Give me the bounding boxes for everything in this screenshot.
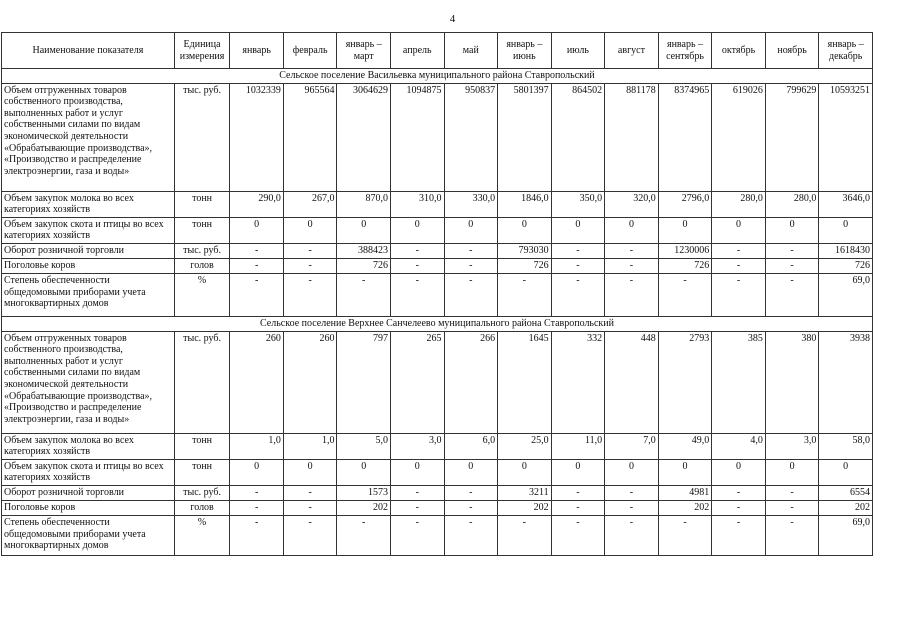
value-cell: 5801397 bbox=[498, 83, 552, 191]
value-cell: - bbox=[390, 273, 444, 316]
value-cell: - bbox=[765, 485, 819, 500]
section-row bbox=[2, 316, 873, 331]
value-cell: - bbox=[230, 273, 284, 316]
value-cell: - bbox=[444, 500, 498, 515]
value-cell: 0 bbox=[390, 459, 444, 485]
value-cell: 726 bbox=[498, 258, 552, 273]
value-cell: 1,0 bbox=[283, 433, 337, 459]
header-row bbox=[2, 33, 873, 69]
value-cell: 0 bbox=[444, 217, 498, 243]
value-cell: - bbox=[283, 485, 337, 500]
value-cell: 3646,0 bbox=[819, 191, 873, 217]
value-cell: - bbox=[390, 500, 444, 515]
value-cell: 1,0 bbox=[230, 433, 284, 459]
value-cell: 726 bbox=[819, 258, 873, 273]
value-cell: - bbox=[283, 515, 337, 555]
table-row bbox=[2, 515, 873, 555]
value-cell: - bbox=[605, 515, 659, 555]
value-cell: 260 bbox=[230, 331, 284, 433]
value-cell: 793030 bbox=[498, 243, 552, 258]
indicator-name: Поголовье коров bbox=[2, 258, 175, 273]
value-cell: 2796,0 bbox=[658, 191, 712, 217]
indicator-name: Объем закупок молока во всех категориях хозяйств bbox=[2, 433, 175, 459]
value-cell: 0 bbox=[498, 459, 552, 485]
value-cell: 0 bbox=[444, 459, 498, 485]
value-cell: - bbox=[712, 485, 766, 500]
value-cell: 25,0 bbox=[498, 433, 552, 459]
table-row bbox=[2, 191, 873, 217]
value-cell: 202 bbox=[337, 500, 391, 515]
table-row bbox=[2, 243, 873, 258]
header-period: май bbox=[444, 33, 498, 69]
value-cell: 6,0 bbox=[444, 433, 498, 459]
value-cell: 726 bbox=[337, 258, 391, 273]
value-cell: 0 bbox=[819, 459, 873, 485]
value-cell: 3,0 bbox=[765, 433, 819, 459]
value-cell: - bbox=[444, 243, 498, 258]
value-cell: 0 bbox=[658, 217, 712, 243]
value-cell: - bbox=[605, 485, 659, 500]
value-cell: 448 bbox=[605, 331, 659, 433]
header-period: август bbox=[605, 33, 659, 69]
value-cell: 1846,0 bbox=[498, 191, 552, 217]
value-cell: - bbox=[444, 273, 498, 316]
indicator-unit: тонн bbox=[174, 433, 230, 459]
value-cell: 385 bbox=[712, 331, 766, 433]
value-cell: 265 bbox=[390, 331, 444, 433]
value-cell: 0 bbox=[337, 459, 391, 485]
value-cell: - bbox=[765, 515, 819, 555]
value-cell: - bbox=[551, 273, 605, 316]
value-cell: 10593251 bbox=[819, 83, 873, 191]
value-cell: 280,0 bbox=[712, 191, 766, 217]
header-period: апрель bbox=[390, 33, 444, 69]
header-period: январь – март bbox=[337, 33, 391, 69]
value-cell: 332 bbox=[551, 331, 605, 433]
value-cell: 965564 bbox=[283, 83, 337, 191]
value-cell: 799629 bbox=[765, 83, 819, 191]
indicator-name: Поголовье коров bbox=[2, 500, 175, 515]
indicator-name: Объем закупок скота и птицы во всех категориях хозяйств bbox=[2, 217, 175, 243]
indicator-name: Степень обеспеченности общедомовыми приборами учета многоквартирных домов bbox=[2, 273, 175, 316]
value-cell: - bbox=[498, 273, 552, 316]
value-cell: - bbox=[390, 243, 444, 258]
value-cell: 58,0 bbox=[819, 433, 873, 459]
table-row bbox=[2, 500, 873, 515]
indicator-unit: тыс. руб. bbox=[174, 243, 230, 258]
value-cell: 0 bbox=[819, 217, 873, 243]
value-cell: - bbox=[444, 258, 498, 273]
value-cell: 202 bbox=[498, 500, 552, 515]
header-period: январь – декабрь bbox=[819, 33, 873, 69]
indicator-unit: голов bbox=[174, 258, 230, 273]
value-cell: - bbox=[230, 500, 284, 515]
value-cell: 5,0 bbox=[337, 433, 391, 459]
table-row bbox=[2, 485, 873, 500]
value-cell: 1645 bbox=[498, 331, 552, 433]
value-cell: - bbox=[283, 273, 337, 316]
value-cell: 0 bbox=[658, 459, 712, 485]
indicators-table bbox=[1, 32, 873, 556]
indicator-unit: тонн bbox=[174, 459, 230, 485]
value-cell: 310,0 bbox=[390, 191, 444, 217]
value-cell: - bbox=[390, 485, 444, 500]
value-cell: 290,0 bbox=[230, 191, 284, 217]
table-row bbox=[2, 273, 873, 316]
value-cell: - bbox=[444, 515, 498, 555]
value-cell: 8374965 bbox=[658, 83, 712, 191]
value-cell: - bbox=[230, 243, 284, 258]
indicator-unit: % bbox=[174, 515, 230, 555]
value-cell: 1618430 bbox=[819, 243, 873, 258]
value-cell: 2793 bbox=[658, 331, 712, 433]
value-cell: 0 bbox=[605, 459, 659, 485]
value-cell: 1094875 bbox=[390, 83, 444, 191]
value-cell: - bbox=[712, 258, 766, 273]
value-cell: 1032339 bbox=[230, 83, 284, 191]
value-cell: - bbox=[283, 500, 337, 515]
section-title: Сельское поселение Верхнее Санчелеево муниципального района Ставропольский bbox=[2, 316, 873, 331]
value-cell: 267,0 bbox=[283, 191, 337, 217]
value-cell: 380 bbox=[765, 331, 819, 433]
value-cell: 6554 bbox=[819, 485, 873, 500]
table-row bbox=[2, 258, 873, 273]
value-cell: 266 bbox=[444, 331, 498, 433]
value-cell: 0 bbox=[605, 217, 659, 243]
value-cell: - bbox=[230, 258, 284, 273]
indicator-name: Объем закупок молока во всех категориях хозяйств bbox=[2, 191, 175, 217]
value-cell: - bbox=[765, 500, 819, 515]
value-cell: 0 bbox=[283, 217, 337, 243]
value-cell: 0 bbox=[390, 217, 444, 243]
value-cell: - bbox=[230, 485, 284, 500]
value-cell: 320,0 bbox=[605, 191, 659, 217]
value-cell: 870,0 bbox=[337, 191, 391, 217]
value-cell: 7,0 bbox=[605, 433, 659, 459]
value-cell: 350,0 bbox=[551, 191, 605, 217]
indicator-unit: тыс. руб. bbox=[174, 83, 230, 191]
value-cell: 69,0 bbox=[819, 273, 873, 316]
table-row bbox=[2, 83, 873, 191]
indicator-name: Объем закупок скота и птицы во всех категориях хозяйств bbox=[2, 459, 175, 485]
value-cell: 0 bbox=[337, 217, 391, 243]
value-cell: 0 bbox=[283, 459, 337, 485]
value-cell: - bbox=[551, 500, 605, 515]
indicator-name: Объем отгруженных товаров собственного производства, выполненных работ и услуг собственными силами по видам экономической деятельности «Обрабатывающие производства», «Производство и распределение электроэнергии, газа и воды» bbox=[2, 83, 175, 191]
value-cell: 260 bbox=[283, 331, 337, 433]
value-cell: 0 bbox=[712, 217, 766, 243]
value-cell: 0 bbox=[498, 217, 552, 243]
value-cell: 864502 bbox=[551, 83, 605, 191]
value-cell: 0 bbox=[551, 217, 605, 243]
value-cell: 3,0 bbox=[390, 433, 444, 459]
value-cell: - bbox=[712, 243, 766, 258]
value-cell: - bbox=[337, 515, 391, 555]
value-cell: 881178 bbox=[605, 83, 659, 191]
value-cell: 3211 bbox=[498, 485, 552, 500]
header-name: Наименование показателя bbox=[2, 33, 175, 69]
table-row bbox=[2, 433, 873, 459]
value-cell: 330,0 bbox=[444, 191, 498, 217]
value-cell: - bbox=[390, 515, 444, 555]
header-period: июль bbox=[551, 33, 605, 69]
value-cell: 4,0 bbox=[712, 433, 766, 459]
value-cell: 1573 bbox=[337, 485, 391, 500]
value-cell: 3064629 bbox=[337, 83, 391, 191]
value-cell: 11,0 bbox=[551, 433, 605, 459]
value-cell: 49,0 bbox=[658, 433, 712, 459]
value-cell: - bbox=[551, 485, 605, 500]
header-period: ноябрь bbox=[765, 33, 819, 69]
value-cell: - bbox=[551, 243, 605, 258]
section-row bbox=[2, 69, 873, 84]
indicator-unit: голов bbox=[174, 500, 230, 515]
header-period: январь – сентябрь bbox=[658, 33, 712, 69]
value-cell: - bbox=[712, 515, 766, 555]
value-cell: - bbox=[765, 258, 819, 273]
value-cell: 726 bbox=[658, 258, 712, 273]
value-cell: - bbox=[444, 485, 498, 500]
indicator-unit: тыс. руб. bbox=[174, 485, 230, 500]
value-cell: 0 bbox=[551, 459, 605, 485]
value-cell: - bbox=[337, 273, 391, 316]
header-period: октябрь bbox=[712, 33, 766, 69]
page-number: 4 bbox=[449, 13, 456, 25]
value-cell: 0 bbox=[765, 217, 819, 243]
value-cell: 1230006 bbox=[658, 243, 712, 258]
value-cell: - bbox=[605, 500, 659, 515]
value-cell: 0 bbox=[230, 217, 284, 243]
table-body bbox=[2, 69, 873, 556]
header-period: февраль bbox=[283, 33, 337, 69]
header-period: январь bbox=[230, 33, 284, 69]
value-cell: - bbox=[712, 273, 766, 316]
value-cell: 0 bbox=[230, 459, 284, 485]
value-cell: 0 bbox=[765, 459, 819, 485]
header-unit: Единица измерения bbox=[174, 33, 230, 69]
indicator-unit: тонн bbox=[174, 191, 230, 217]
value-cell: 69,0 bbox=[819, 515, 873, 555]
table-row bbox=[2, 459, 873, 485]
value-cell: 619026 bbox=[712, 83, 766, 191]
value-cell: 202 bbox=[658, 500, 712, 515]
value-cell: - bbox=[498, 515, 552, 555]
value-cell: 0 bbox=[712, 459, 766, 485]
value-cell: - bbox=[765, 243, 819, 258]
indicator-name: Объем отгруженных товаров собственного производства, выполненных работ и услуг собственными силами по видам экономической деятельности «Обрабатывающие производства», «Производство и распределение электроэнергии, газа и воды» bbox=[2, 331, 175, 433]
value-cell: - bbox=[283, 243, 337, 258]
value-cell: - bbox=[605, 243, 659, 258]
indicator-name: Оборот розничной торговли bbox=[2, 485, 175, 500]
value-cell: - bbox=[605, 273, 659, 316]
value-cell: - bbox=[658, 273, 712, 316]
indicator-unit: % bbox=[174, 273, 230, 316]
table-row bbox=[2, 331, 873, 433]
value-cell: - bbox=[283, 258, 337, 273]
value-cell: - bbox=[765, 273, 819, 316]
value-cell: 4981 bbox=[658, 485, 712, 500]
value-cell: 950837 bbox=[444, 83, 498, 191]
table-row bbox=[2, 217, 873, 243]
value-cell: 797 bbox=[337, 331, 391, 433]
value-cell: - bbox=[658, 515, 712, 555]
value-cell: - bbox=[390, 258, 444, 273]
value-cell: 280,0 bbox=[765, 191, 819, 217]
value-cell: 3938 bbox=[819, 331, 873, 433]
section-title: Сельское поселение Васильевка муниципального района Ставропольский bbox=[2, 69, 873, 84]
indicator-name: Оборот розничной торговли bbox=[2, 243, 175, 258]
value-cell: - bbox=[230, 515, 284, 555]
indicator-unit: тыс. руб. bbox=[174, 331, 230, 433]
value-cell: - bbox=[605, 258, 659, 273]
value-cell: - bbox=[551, 515, 605, 555]
value-cell: - bbox=[712, 500, 766, 515]
value-cell: - bbox=[551, 258, 605, 273]
header-period: январь – июнь bbox=[498, 33, 552, 69]
indicator-name: Степень обеспеченности общедомовыми приборами учета многоквартирных домов bbox=[2, 515, 175, 555]
value-cell: 202 bbox=[819, 500, 873, 515]
indicator-unit: тонн bbox=[174, 217, 230, 243]
value-cell: 388423 bbox=[337, 243, 391, 258]
